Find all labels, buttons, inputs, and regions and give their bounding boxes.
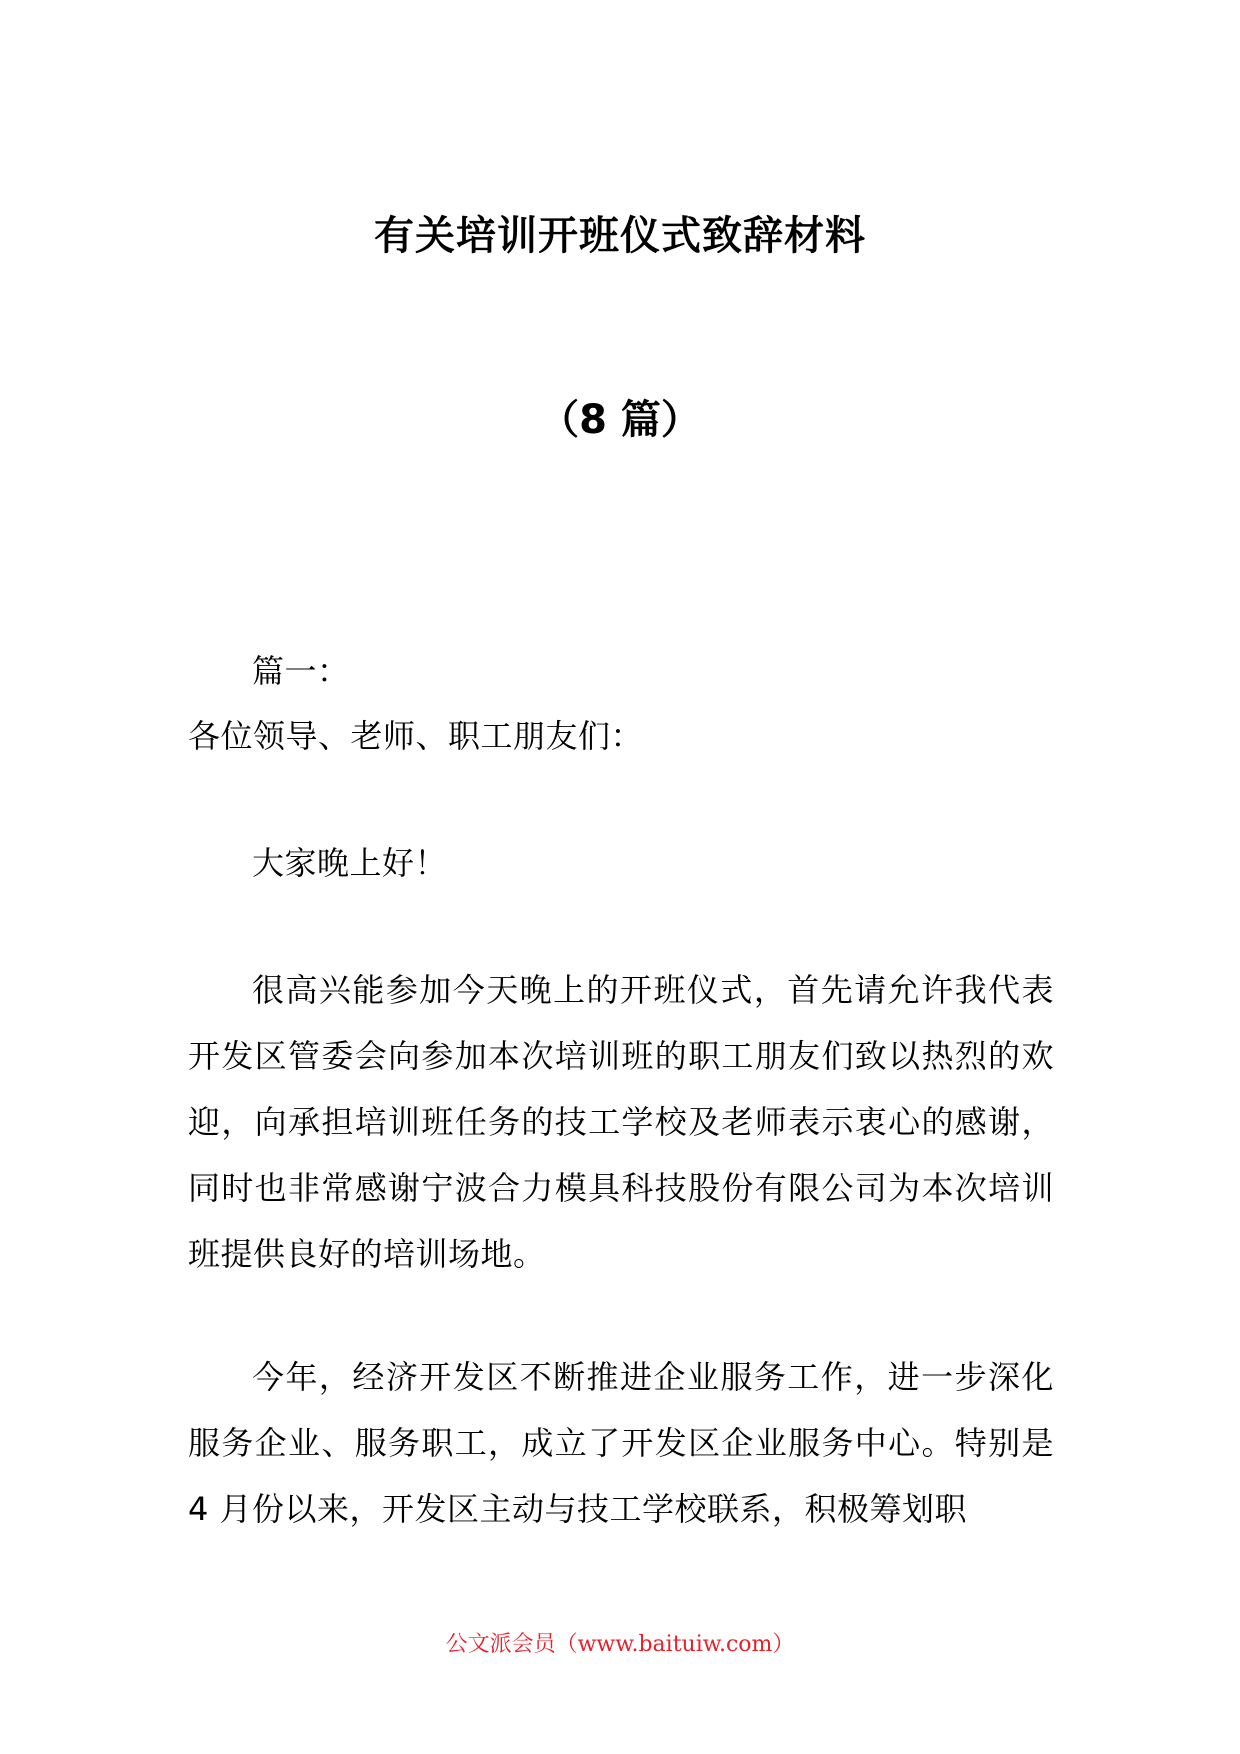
- greeting: 大家晚上好！: [252, 844, 448, 882]
- section-heading: 篇一：: [252, 652, 350, 690]
- footer-watermark: 公文派会员（www.baituiw.com）: [445, 1632, 795, 1657]
- document-title: 有关培训开班仪式致辞材料: [374, 213, 866, 259]
- paragraph-2: 今年，经济开发区不断推进企业服务工作，进一步深化服务企业、服务职工，成立了开发区企业服务中心。特别是 4 月份以来，开发区主动与技工学校联系，积极筹划职: [188, 1358, 1054, 1528]
- salutation: 各位领导、老师、职工朋友们：: [188, 717, 644, 755]
- document-subtitle: （8 篇）: [539, 397, 701, 443]
- paragraph-1: 很高兴能参加今天晚上的开班仪式，首先请允许我代表开发区管委会向参加本次培训班的职工朋友们致以热烈的欢迎，向承担培训班任务的技工学校及老师表示衷心的感谢，同时也非常感谢宁波合力模具科技股份有限公司为本次培训班提供良好的培训场地。: [188, 971, 1054, 1273]
